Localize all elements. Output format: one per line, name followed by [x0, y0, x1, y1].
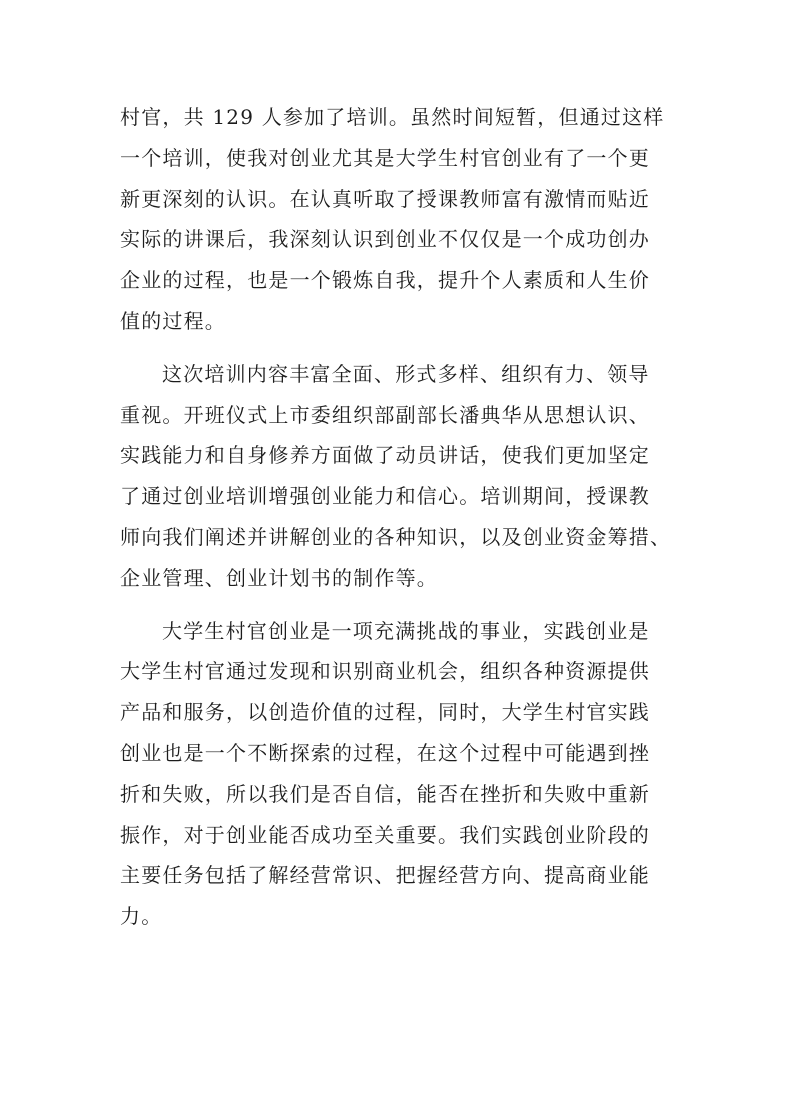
text-line: 值的过程。	[120, 308, 226, 333]
text-line: 了通过创业培训增强创业能力和信心。培训期间，授课教	[120, 484, 650, 509]
text-line: 师向我们阐述并讲解创业的各种知识，以及创业资金筹措、	[120, 524, 672, 549]
text-line: 力。	[120, 904, 163, 929]
document-body	[120, 100, 672, 940]
text-line: 新更深刻的认识。在认真听取了授课教师富有激情而贴近	[120, 186, 650, 211]
text-line: 主要任务包括了解经营常识、把握经营方向、提高商业能	[120, 863, 650, 888]
text-line: 折和失败，所以我们是否自信，能否在挫折和失败中重新	[120, 781, 650, 806]
text-line: 实际的讲课后，我深刻认识到创业不仅仅是一个成功创办	[120, 227, 650, 252]
text-line: 大学生村官通过发现和识别商业机会，组织各种资源提供	[120, 659, 650, 684]
text-line: 村官，共 129 人参加了培训。虽然时间短暂，但通过这样	[120, 105, 665, 129]
text-line-indented: 大学生村官创业是一项充满挑战的事业，实践创业是	[162, 618, 650, 643]
text-line: 产品和服务，以创造价值的过程，同时，大学生村官实践	[120, 700, 650, 725]
text-line: 实践能力和自身修养方面做了动员讲话，使我们更加坚定	[120, 443, 650, 468]
text-line: 企业的过程，也是一个锻炼自我，提升个人素质和人生价	[120, 268, 650, 293]
text-line: 重视。开班仪式上市委组织部副部长潘典华从思想认识、	[120, 402, 650, 427]
paragraph-3	[120, 614, 660, 940]
text-line: 企业管理、创业计划书的制作等。	[120, 565, 438, 590]
paragraph-2	[120, 357, 672, 602]
text-line: 振作，对于创业能否成功至关重要。我们实践创业阶段的	[120, 822, 650, 847]
paragraph-1	[120, 100, 665, 345]
text-line: 创业也是一个不断探索的过程，在这个过程中可能遇到挫	[120, 740, 650, 765]
text-line: 一个培训，使我对创业尤其是大学生村官创业有了一个更	[120, 145, 650, 170]
text-line-indented: 这次培训内容丰富全面、形式多样、组织有力、领导	[162, 361, 650, 386]
